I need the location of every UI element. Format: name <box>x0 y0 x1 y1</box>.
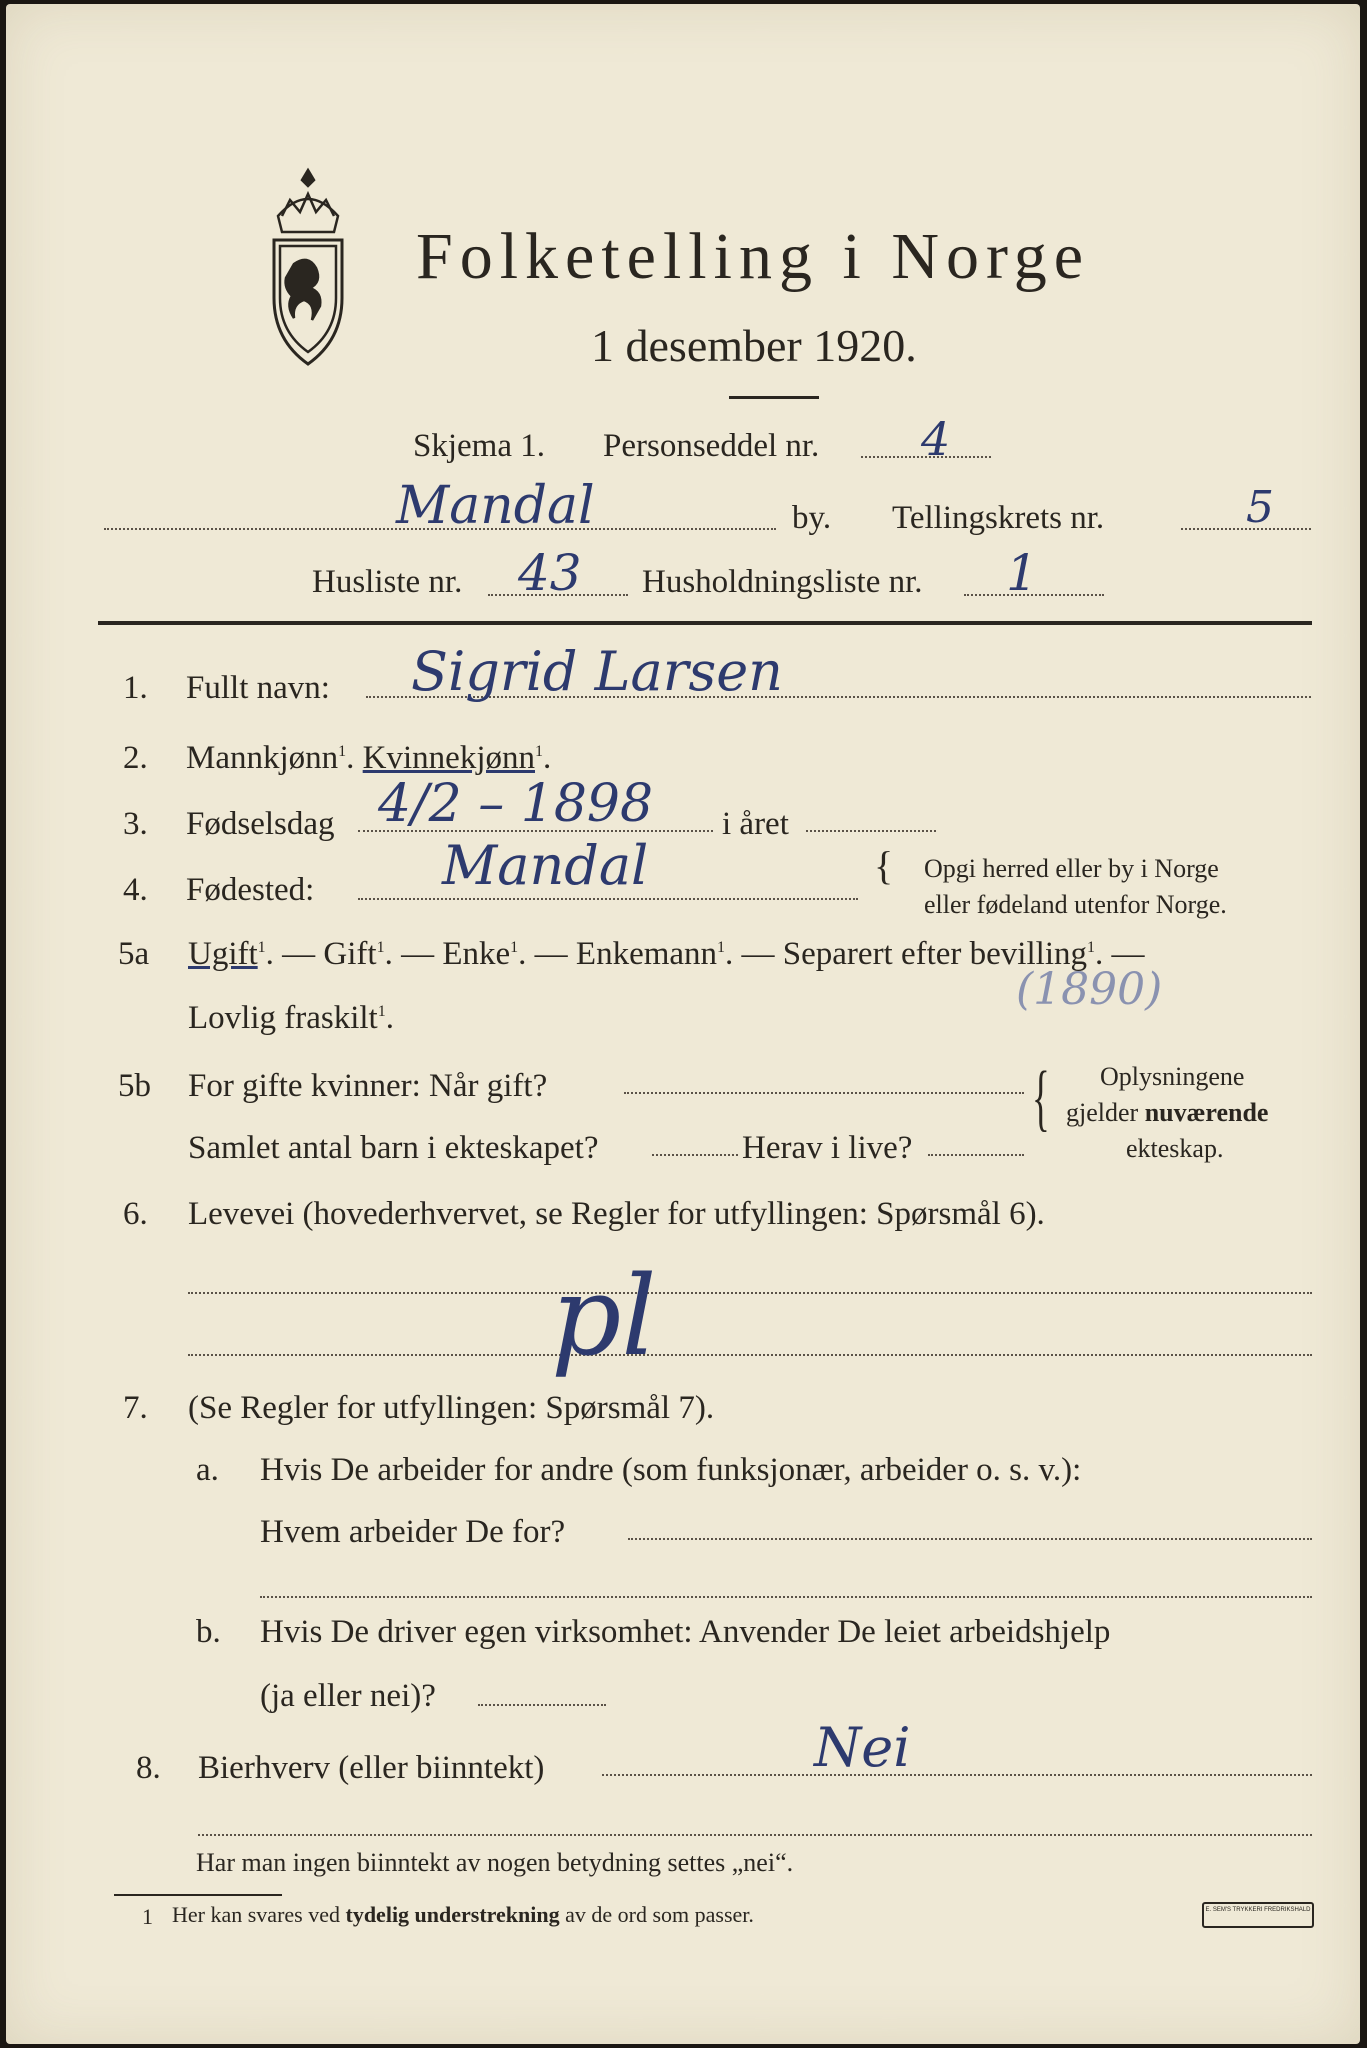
q8-number: 8. <box>136 1750 161 1786</box>
q3-suffix: i året <box>722 806 789 842</box>
q7b-line2: (ja eller nei)? <box>260 1678 436 1714</box>
q5a-number: 5a <box>118 936 150 972</box>
tellingskrets-value: 5 <box>1246 482 1274 533</box>
q5b-note-line1: Oplysningene <box>1100 1062 1245 1091</box>
q3-label: Fødselsdag <box>186 806 335 842</box>
q3-value: 4/2 – 1898 <box>378 774 654 834</box>
q5a-option-ugift: Ugift <box>188 936 258 972</box>
husholdning-value: 1 <box>1006 544 1038 602</box>
form-title: Folketelling i Norge <box>416 220 1091 293</box>
q7b-line1: Hvis De driver egen virksomhet: Anvender De leiet arbeidshjelp <box>260 1614 1111 1650</box>
footnote-number: 1 <box>142 1904 153 1929</box>
tellingskrets-label: Tellingskrets nr. <box>892 500 1105 536</box>
q7a-line-extra <box>260 1596 1312 1598</box>
q8-line <box>602 1774 1312 1776</box>
q5b-note-line3: ekteskap. <box>1126 1134 1224 1163</box>
q4-value: Mandal <box>442 834 649 897</box>
footnote-text: Her kan svares ved tydelig understrekning av de ord som passer. <box>172 1902 754 1927</box>
q3-number: 3. <box>123 806 148 842</box>
q7b-line <box>478 1704 606 1706</box>
q5b-alive-line <box>928 1154 1024 1156</box>
skjema-label: Skjema 1. <box>413 428 545 464</box>
q1-label: Fullt navn: <box>186 670 330 706</box>
q5b-line2a: Samlet antal barn i ekteskapet? <box>188 1130 599 1166</box>
q2-option-male: Mannkjønn <box>186 740 339 776</box>
q6-line2 <box>188 1354 1312 1356</box>
q7a-line2: Hvem arbeider De for? <box>260 1514 566 1550</box>
q7a-letter: a. <box>196 1452 219 1488</box>
q5b-line2b: Herav i live? <box>742 1130 913 1166</box>
q1-number: 1. <box>123 670 148 706</box>
q8-line2 <box>198 1834 1312 1836</box>
census-date: 1 desember 1920. <box>591 320 917 371</box>
husliste-label: Husliste nr. <box>312 564 463 600</box>
q3-suffix-line <box>806 830 936 832</box>
by-value: Mandal <box>396 476 595 536</box>
q6-label: Levevei (hovederhvervet, se Regler for utfyllingen: Spørsmål 6). <box>188 1196 1045 1232</box>
norway-coat-of-arms-icon <box>256 164 360 374</box>
q4-label: Fødested: <box>186 872 315 908</box>
census-form <box>6 4 1360 2044</box>
q4-note-line2: eller fødeland utenfor Norge. <box>924 890 1227 919</box>
q1-value: Sigrid Larsen <box>411 640 783 703</box>
by-label: by. <box>792 500 832 536</box>
title-divider <box>729 396 819 399</box>
printer-stamp: E. SEM'S TRYKKERI FREDRIKSHALD <box>1202 1902 1314 1928</box>
husholdning-label: Husholdningsliste nr. <box>642 564 923 600</box>
q8-label: Bierhverv (eller biinntekt) <box>198 1750 545 1786</box>
q6-value: pl <box>551 1252 657 1380</box>
q5b-married-line <box>624 1092 1024 1094</box>
q5b-line1: For gifte kvinner: Når gift? <box>188 1068 548 1104</box>
q2-number: 2. <box>123 740 148 776</box>
husliste-value: 43 <box>518 544 582 602</box>
q5b-number: 5b <box>118 1068 151 1104</box>
footnote-rule <box>114 1894 282 1896</box>
q6-line1 <box>188 1292 1312 1294</box>
personseddel-value: 4 <box>921 412 951 466</box>
footer-note: Har man ingen biinntekt av nogen betydning settes „nei“. <box>196 1848 794 1877</box>
q4-line <box>358 898 858 900</box>
q4-number: 4. <box>123 872 148 908</box>
q5a-annotation: (1890) <box>1016 964 1163 1015</box>
q4-brace: { <box>874 843 894 888</box>
q7b-letter: b. <box>196 1614 221 1650</box>
q6-number: 6. <box>123 1196 148 1232</box>
personseddel-label: Personseddel nr. <box>603 428 820 464</box>
q5a-options: Ugift$^1$. — Gift$^1$. — Enke$^1$. — Enkemann$^1$. — Separert efter bevilling$^1$. — <box>188 936 1145 972</box>
q5b-children-line <box>652 1154 738 1156</box>
q8-value: Nei <box>814 1716 911 1779</box>
header-rule <box>98 621 1312 625</box>
q2-option-female: Kvinnekjønn <box>362 740 535 776</box>
q7-label: (Se Regler for utfyllingen: Spørsmål 7). <box>188 1390 715 1426</box>
q7-number: 7. <box>123 1390 148 1426</box>
q7a-line <box>628 1538 1312 1540</box>
q5b-brace: { <box>1032 1057 1050 1139</box>
q5b-note-line2: gjelder nuværende <box>1066 1098 1269 1127</box>
q2-options: Mannkjønn$^1$. Kvinnekjønn$^1$. <box>186 740 552 776</box>
q7a-line1: Hvis De arbeider for andre (som funksjonær, arbeider o. s. v.): <box>260 1452 1082 1488</box>
q5a-option-fraskilt: Lovlig fraskilt$^1$. <box>188 1000 394 1036</box>
q4-note-line1: Opgi herred eller by i Norge <box>924 854 1219 883</box>
